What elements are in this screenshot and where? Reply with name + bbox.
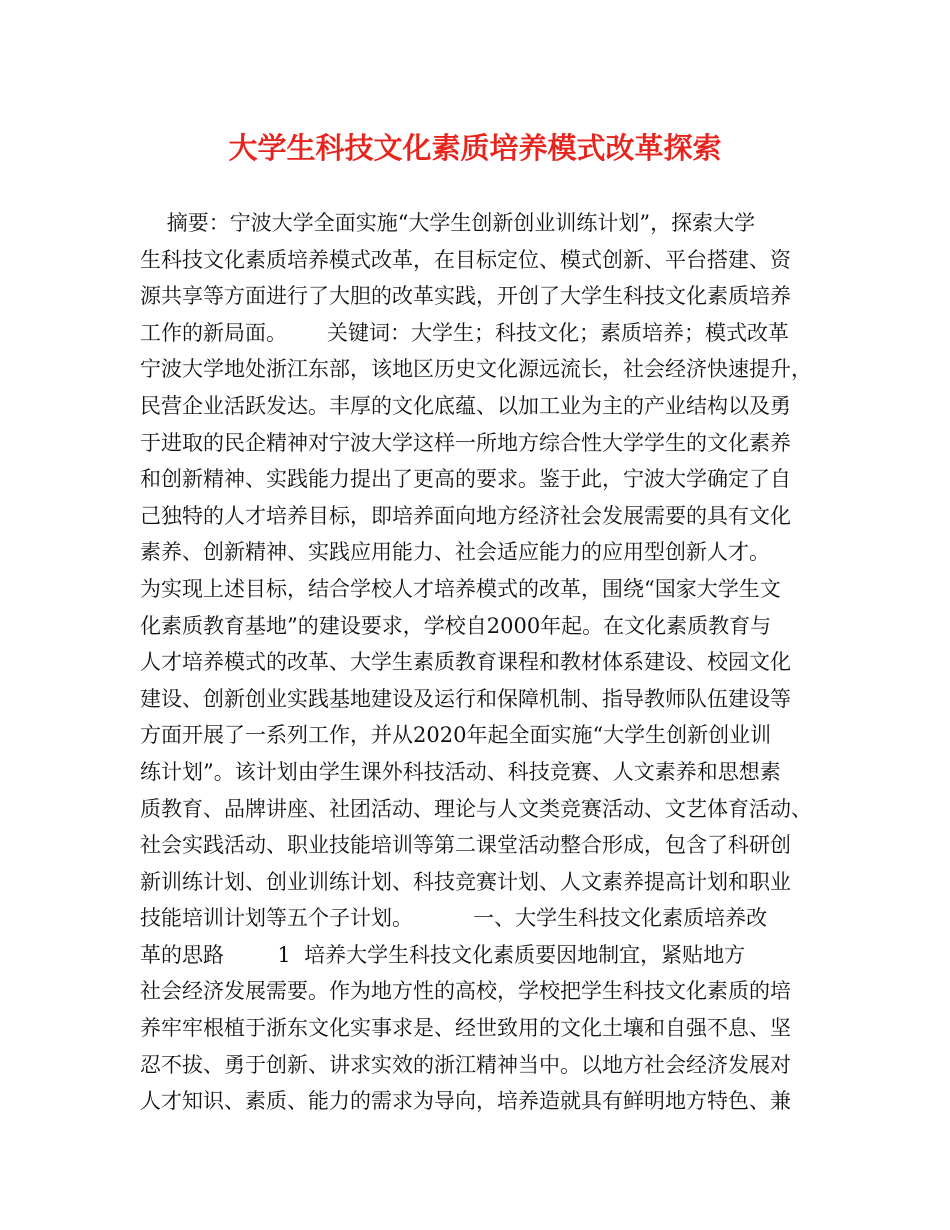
body-line: 练计划”。该计划由学生课外科技活动、科技竞赛、人文素养和思想素 xyxy=(140,759,781,784)
body-line: 民营企业活跃发达。丰厚的文化底蕴、以加工业为主的产业结构以及勇 xyxy=(140,393,791,418)
body-line: 人才培养模式的改革、大学生素质教育课程和教材体系建设、校园文化 xyxy=(140,650,791,675)
document-body xyxy=(140,205,830,1120)
body-line: 素养、创新精神、实践应用能力、社会适应能力的应用型创新人才。 xyxy=(140,540,770,565)
document-title: 大学生科技文化素质培养模式改革探索 xyxy=(228,131,722,165)
body-line: 社会实践活动、职业技能培训等第二课堂活动整合形成，包含了科研创 xyxy=(140,833,791,858)
body-line: 社会经济发展需要。作为地方性的高校，学校把学生科技文化素质的培 xyxy=(140,979,791,1004)
body-line: 为实现上述目标，结合学校人才培养模式的改革，围绕“国家大学生文 xyxy=(140,576,781,601)
body-line: 方面开展了一系列工作，并从2020年起全面实施“大学生创新创业训 xyxy=(140,723,772,748)
body-line: 源共享等方面进行了大胆的改革实践，开创了大学生科技文化素质培养 xyxy=(140,284,791,309)
body-line: 宁波大学地处浙江东部，该地区历史文化源远流长，社会经济快速提升， xyxy=(140,357,812,382)
body-line: 革的思路 1 培养大学生科技文化素质要因地制宜，紧贴地方 xyxy=(140,942,746,967)
body-line: 养牢牢根植于浙东文化实事求是、经世致用的文化土壤和自强不息、坚 xyxy=(140,1016,791,1041)
body-line: 工作的新局面。 关键词：大学生；科技文化；素质培养；模式改革 xyxy=(140,320,790,345)
body-line: 忍不拔、勇于创新、讲求实效的浙江精神当中。以地方社会经济发展对 xyxy=(140,1052,791,1077)
body-line: 人才知识、素质、能力的需求为导向，培养造就具有鲜明地方特色、兼 xyxy=(140,1089,791,1114)
body-line: 和创新精神、实践能力提出了更高的要求。鉴于此，宁波大学确定了自 xyxy=(140,467,791,492)
body-line: 技能培训计划等五个子计划。 一、大学生科技文化素质培养改 xyxy=(140,906,768,931)
body-line: 于进取的民企精神对宁波大学这样一所地方综合性大学学生的文化素养 xyxy=(140,430,791,455)
body-line: 化素质教育基地”的建设要求，学校自2000年起。在文化素质教育与 xyxy=(140,613,772,638)
body-line: 建设、创新创业实践基地建设及运行和保障机制、指导教师队伍建设等 xyxy=(140,686,791,711)
body-line: 质教育、品牌讲座、社团活动、理论与人文类竞赛活动、文艺体育活动、 xyxy=(140,796,812,821)
body-line: 生科技文化素质培养模式改革，在目标定位、模式创新、平台搭建、资 xyxy=(140,247,791,272)
body-line: 己独特的人才培养目标，即培养面向地方经济社会发展需要的具有文化 xyxy=(140,503,791,528)
body-line: 摘要：宁波大学全面实施“大学生创新创业训练计划”，探索大学 xyxy=(140,211,756,235)
body-line: 新训练计划、创业训练计划、科技竞赛计划、人文素养提高计划和职业 xyxy=(140,869,791,894)
